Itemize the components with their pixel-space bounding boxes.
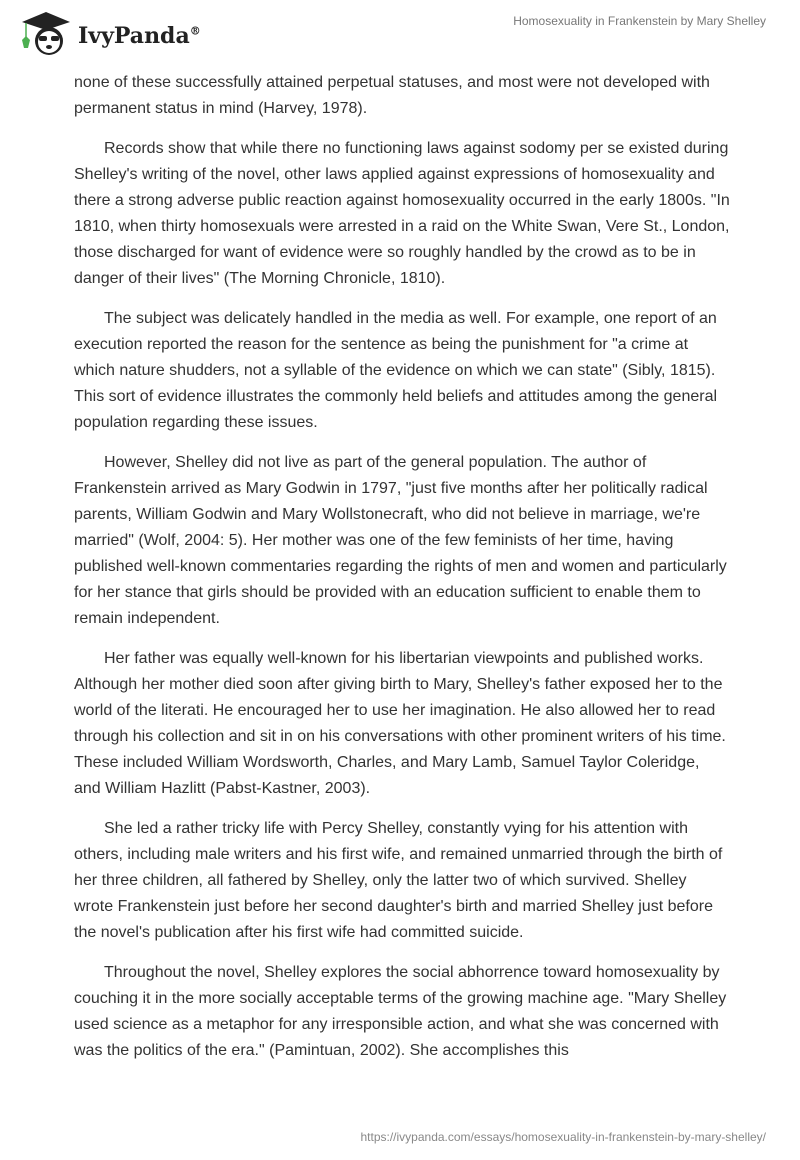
paragraph: The subject was delicately handled in the media as well. For example, one report of an execution reported the reason for the sentence as being the punishment for "a crime at which nature shudders, not a syllable of the evidence on which we can state" (Sibly, 1815). This sort of evidence illustrates the commonly held beliefs and attitudes among the general population regarding these issues.: [74, 310, 718, 431]
essay-body: [74, 70, 730, 1078]
paragraph: She led a rather tricky life with Percy Shelley, constantly vying for his attention with others, including male writers and his first wife, and remained unmarried through the birth of her three children, all fathered by Shelley, only the latter two of which survived. Shelley wrote Frankenstein just before her second daughter's birth and married Shelley just before the novel's publication after his first wife had committed suicide.: [74, 820, 723, 941]
paragraph: Records show that while there no functioning laws against sodomy per se existed during Shelley's writing of the novel, other laws applied against expressions of homosexuality and there a strong adverse public reaction against homosexuality occurred in the early 1800s. "In 1810, when thirty homosexuals were arrested in a raid on the White Swan, Vere St., London, those discharged for want of evidence were so roughly handled by the crowd as to be in danger of their lives" (The Morning Chronicle, 1810).: [74, 140, 730, 287]
paragraph: However, Shelley did not live as part of the general population. The author of Frankenstein arrived as Mary Godwin in 1797, "just five months after her politically radical parents, William Godwin and Mary Wollstonecraft, who did not believe in marriage, we're married" (Wolf, 2004: 5). Her mother was one of the few feminists of her time, having published well-known commentaries regarding the rights of men and women and particularly for her stance that girls should be provided with an education sufficient to enable them to remain independent.: [74, 454, 727, 627]
paragraph: Her father was equally well-known for his libertarian viewpoints and published works. Although her mother died soon after giving birth to Mary, Shelley's father exposed her to the world of the literati. He encouraged her to use her imagination. He also allowed her to read through his collection and sit in on his conversations with other prominent writers of his time. These included William Wordsworth, Charles, and Mary Lamb, Samuel Taylor Coleridge, and William Hazlitt (Pabst-Kastner, 2003).: [74, 650, 726, 797]
panda-graduate-icon: [16, 8, 74, 58]
document-title: Homosexuality in Frankenstein by Mary Shelley: [513, 14, 766, 28]
ivypanda-logo[interactable]: [16, 8, 201, 58]
paragraph: none of these successfully attained perpetual statuses, and most were not developed with permanent status in mind (Harvey, 1978).: [74, 74, 710, 117]
source-url[interactable]: https://ivypanda.com/essays/homosexuality-in-frankenstein-by-mary-shelley/: [360, 1130, 766, 1144]
paragraph: Throughout the novel, Shelley explores the social abhorrence toward homosexuality by couching it in the more socially acceptable terms of the growing machine age. "Mary Shelley used science as a metaphor for any irresponsible action, and what she was concerned with was the politics of the era." (Pamintuan, 2002). She accomplishes this: [74, 964, 727, 1059]
logo-text: IvyPanda®: [78, 23, 201, 49]
